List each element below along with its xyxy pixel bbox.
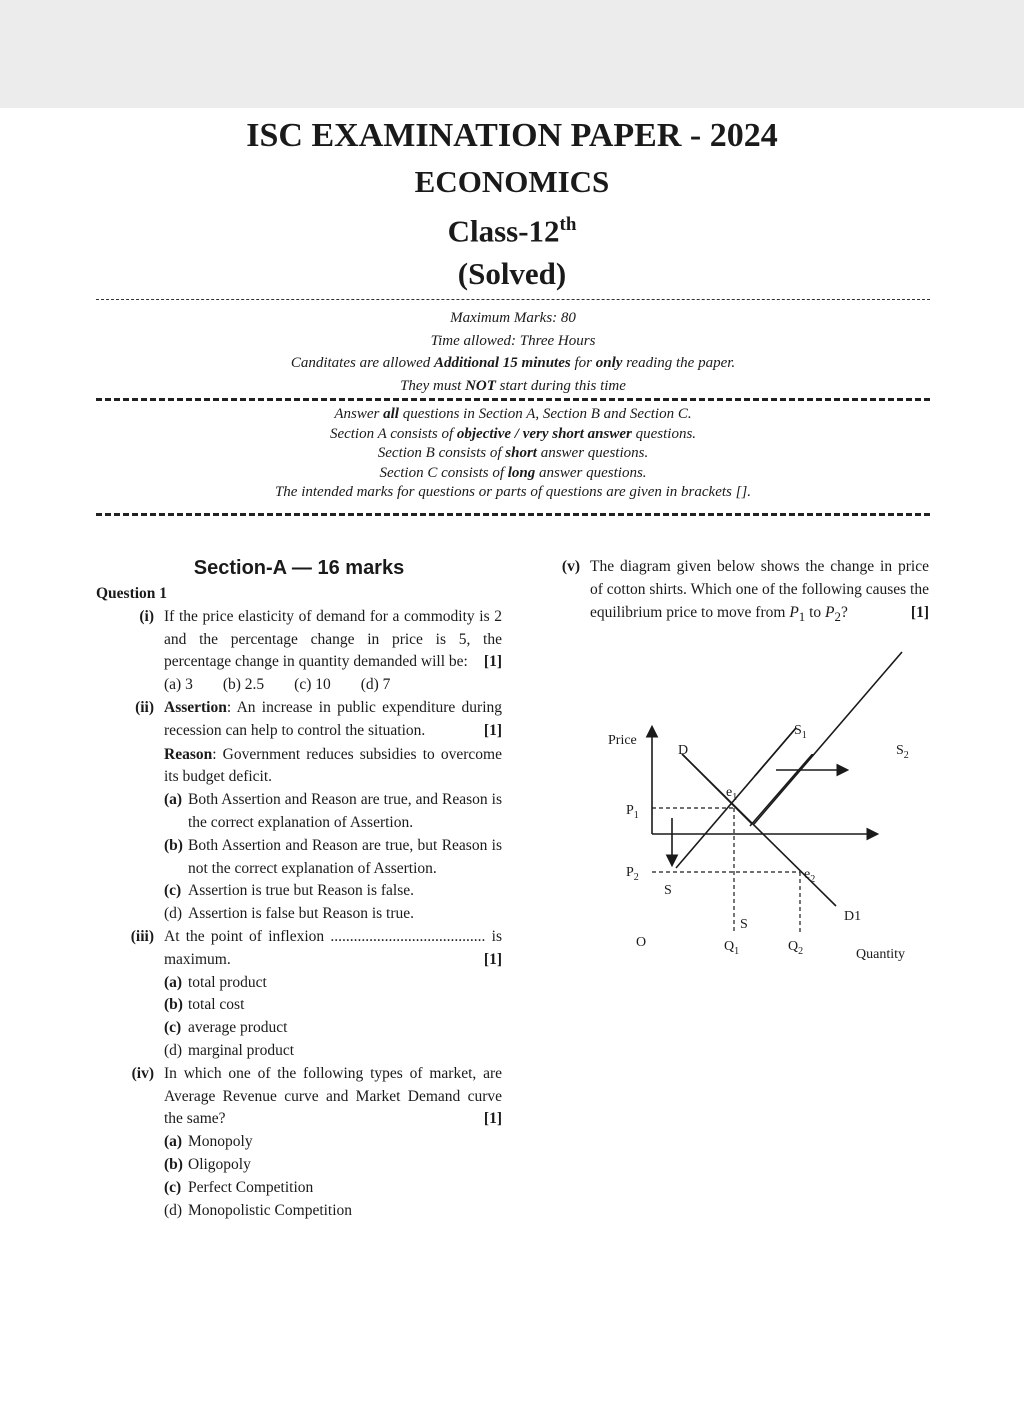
divider-bottom bbox=[96, 513, 930, 516]
time-allowed: Time allowed: Three Hours bbox=[430, 332, 596, 349]
question-text: In which one of the following types of market, are Average Revenue curve and Market Demand curve the same? bbox=[164, 1064, 502, 1128]
subject-title: ECONOMICS bbox=[414, 164, 610, 199]
question-iv bbox=[96, 1063, 502, 1131]
reason-text: : Government reduces subsidies to overcome its budget deficit. bbox=[164, 745, 502, 786]
option-c: (c) average product bbox=[164, 1019, 288, 1037]
marks-label: [1] bbox=[483, 950, 502, 968]
section-a-heading: Section-A — 16 marks bbox=[193, 557, 405, 579]
question-text: If the price elasticity of demand for a commodity is 2 and the percentage change in price is 5, the percentage change in quantity demanded will be: bbox=[164, 607, 502, 671]
marks-label: [1] bbox=[483, 653, 502, 671]
reason-label: Reason bbox=[164, 745, 213, 763]
q2-label: $Q_2$ bbox=[788, 939, 804, 958]
option-b: (b) 2.5 bbox=[222, 676, 265, 694]
option-a: (a) Monopoly bbox=[164, 1133, 253, 1151]
right-column bbox=[556, 556, 929, 963]
s1-label: $S_1$ bbox=[794, 723, 807, 742]
section-b-note: Section B consists of short answer questions. bbox=[377, 445, 649, 461]
p1-label: $P_1$ bbox=[626, 803, 639, 822]
demand-label: D bbox=[678, 743, 689, 759]
q1-label: $Q_1$ bbox=[724, 939, 740, 958]
option-c: (c) Assertion is true but Reason is false. bbox=[164, 882, 415, 900]
marks-note: The intended marks for questions or parts of questions are given in brackets []. bbox=[274, 484, 752, 500]
paper-title: ISC EXAMINATION PAPER - 2024 bbox=[246, 117, 778, 154]
question-number: (iv) bbox=[131, 1064, 154, 1082]
question-text: At the point of inflexion ........................................ is maximum. bbox=[164, 927, 502, 968]
supply-label: S bbox=[664, 883, 672, 899]
option-a: (a) 3 bbox=[164, 676, 193, 694]
assertion-text: : An increase in public expenditure during recession can help to control the situation. bbox=[164, 698, 502, 739]
option-d: (d) Monopolistic Competition bbox=[164, 1201, 353, 1219]
paper-header bbox=[0, 112, 1024, 296]
top-gray-band bbox=[0, 0, 1024, 108]
option-d: (d) marginal product bbox=[164, 1041, 295, 1059]
assertion-label: Assertion bbox=[164, 698, 227, 716]
class-superscript: th bbox=[559, 214, 577, 235]
s2-label: $S_2$ bbox=[896, 743, 909, 762]
section-c-note: Section C consists of long answer questions. bbox=[379, 464, 647, 481]
max-marks: Maximum Marks: 80 bbox=[450, 310, 576, 326]
question-1-label: Question 1 bbox=[96, 585, 168, 602]
demand-shifted-label: D1 bbox=[844, 909, 862, 925]
option-d: (d) 7 bbox=[360, 676, 391, 694]
exam-info-block bbox=[96, 307, 930, 397]
left-column bbox=[96, 553, 502, 1222]
divider-top bbox=[96, 299, 930, 300]
solved-label: (Solved) bbox=[457, 256, 567, 292]
instructions-block bbox=[96, 405, 930, 503]
question-number: (v) bbox=[561, 558, 580, 575]
option-c: (c) 10 bbox=[294, 676, 331, 694]
option-c: (c) Perfect Competition bbox=[164, 1178, 314, 1196]
supply-lower-label: S bbox=[740, 917, 748, 933]
question-iii bbox=[96, 926, 502, 972]
e2-label: $e_2$ bbox=[804, 867, 816, 886]
price-axis-label: Price bbox=[608, 733, 637, 749]
option-b: (b) Both Assertion and Reason are true, but Reason is not the correct explanation of Assertion. bbox=[164, 836, 502, 877]
question-ii-reason bbox=[96, 744, 502, 790]
not-start-note: They must NOT start during this time bbox=[400, 377, 626, 394]
answer-all-note: Answer all questions in Section A, Section B and Section C. bbox=[334, 406, 692, 422]
option-b: (b) Oligopoly bbox=[164, 1155, 251, 1173]
option-a: (a) total product bbox=[164, 973, 267, 991]
p2-label: $P_2$ bbox=[626, 865, 639, 884]
marks-label: [1] bbox=[483, 1110, 502, 1128]
option-b: (b) total cost bbox=[164, 996, 245, 1014]
option-d: (d) Assertion is false but Reason is true. bbox=[164, 905, 415, 923]
demand-supply-diagram bbox=[556, 628, 929, 963]
origin-label: O bbox=[636, 935, 647, 951]
question-v: (v) The diagram given below shows the change in price of cotton shirts. Which one of the following causes the equilibrium price to move from $P_1$ to $P_2$? [1] bbox=[556, 556, 929, 628]
question-ii bbox=[96, 697, 502, 743]
quantity-axis-label: Quantity bbox=[856, 947, 905, 963]
option-a: (a) Both Assertion and Reason are true, and Reason is the correct explanation of Assertion. bbox=[164, 791, 502, 831]
marks-label: [1] bbox=[910, 603, 929, 621]
marks-label: [1] bbox=[483, 721, 502, 739]
question-number: (i) bbox=[139, 607, 154, 625]
divider-middle bbox=[96, 398, 930, 401]
section-a-note: Section A consists of objective / very short answer questions. bbox=[329, 425, 697, 442]
question-number: (ii) bbox=[135, 698, 154, 716]
e1-label: $e_1$ bbox=[726, 785, 738, 804]
supply-curve-s2-full bbox=[754, 652, 902, 824]
question-i-options bbox=[96, 674, 502, 697]
extra-time-note: Canditates are allowed Additional 15 minutes for only reading the paper. bbox=[290, 355, 736, 371]
class-text: Class-12 bbox=[447, 213, 560, 249]
class-title bbox=[0, 204, 1024, 252]
question-i bbox=[96, 606, 502, 674]
question-number: (iii) bbox=[130, 927, 154, 945]
